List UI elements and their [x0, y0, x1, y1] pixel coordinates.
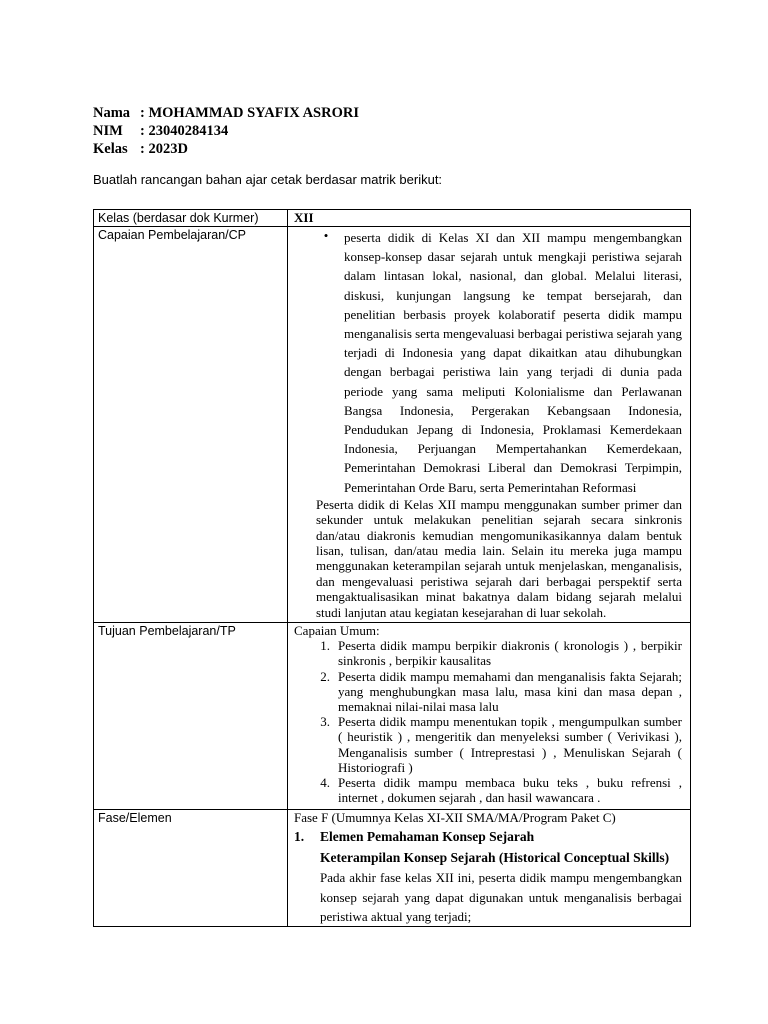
kelas-row [93, 140, 359, 158]
nim-label: NIM [93, 123, 123, 139]
fase-content-cell [288, 810, 691, 927]
nim-row [93, 122, 359, 140]
tp-item-text: Peserta didik mampu memahami dan menganalisis fakta Sejarah; yang menghubungkan masa lalu, masa kini dan masa depan , memaknai nilai-nilai masa lalu [338, 668, 682, 714]
tp-title: Capaian Umum: [294, 623, 380, 639]
tp-list-item [294, 775, 682, 805]
tp-item-number: 2. [320, 668, 330, 684]
tp-label-cell: Tujuan Pembelajaran/TP [94, 623, 288, 810]
row-cp [94, 227, 691, 623]
kelas-value: : 2023D [140, 141, 188, 157]
skills-title: Keterampilan Konsep Sejarah (Historical Conceptual Skills) [320, 850, 670, 866]
tp-item-number: 3. [320, 714, 330, 730]
student-header [93, 104, 359, 158]
tp-item-text: Peserta didik mampu membaca buku teks , buku refrensi , internet , dokumen sejarah , dan hasil wawancara . [338, 774, 682, 806]
row-tp [94, 623, 691, 810]
cp-paragraph: Peserta didik di Kelas XII mampu menggunakan sumber primer dan sekunder untuk melakukan penelitian sejarah secara sinkronis dan/atau diakronis kemudian mengomunikasikannya dalam bentuk lisan, tulisan, dan/atau media lain. Selain itu mereka juga mampu menggunakan keterampilan sejarah untuk menjelaskan, menganalisis, dan mengevaluasi peristiwa sejarah dari berbagai perspektif serta mengaktualisasikan minat bakatnya dalam bidang sejarah melalui studi lanjutan atau kegiatan kesejarahan di luar sekolah. [316, 496, 682, 620]
tp-content-cell [288, 623, 691, 810]
cp-content-cell [288, 227, 691, 623]
kelas-label-cell: Kelas (berdasar dok Kurmer) [94, 210, 288, 227]
row-fase [94, 810, 691, 927]
tp-list [294, 638, 686, 809]
cp-bullet-item [294, 227, 686, 497]
kelas-label: Kelas [93, 141, 128, 157]
elemen-heading [294, 826, 686, 848]
tp-item-text: Peserta didik mampu menentukan topik , mengumpulkan sumber ( heuristik ) , mengeritik dan menyeleksi sumber ( Verivikasi ), Menganalisis sumber ( Intreprestasi ) , Menuliskan Sejarah ( Historiografi ) [338, 714, 682, 775]
tp-list-item [294, 638, 682, 668]
fase-line: Fase F (Umumnya Kelas XI-XII SMA/MA/Program Paket C) [294, 810, 616, 826]
row-kelas [94, 210, 691, 227]
tp-list-item [294, 669, 682, 715]
nim-value: : 23040284134 [140, 123, 229, 139]
tp-item-text: Peserta didik mampu berpikir diakronis ( kronologis ) , berpikir sinkronis , berpikir kausalitas [338, 638, 682, 669]
elemen-number: 1. [294, 829, 305, 845]
nama-row [93, 104, 359, 122]
bullet-icon: • [323, 228, 329, 243]
cp-bullet-text: peserta didik di Kelas XI dan XII mampu mengembangkan konsep-konsep dasar sejarah untuk mengkaji peristiwa sejarah dalam lintasan lokal, nasional, dan global. Melalui literasi, diskusi, kunjungan langsung ke tempat bersejarah, dan penelitian berbasis proyek kolaboratif peserta didik mampu menganalisis serta mengevaluasi berbagai peristiwa sejarah yang terjadi di Indonesia yang dapat dikaitkan atau dihubungkan dengan berbagai peristiwa lain yang terjadi di dunia pada periode yang sama meliputi Kolonialisme dan Perlawanan Bangsa Indonesia, Pergerakan Kebangsaan Indonesia, Pendudukan Jepang di Indonesia, Proklamasi Kemerdekaan Indonesia, Perjuangan Mempertahankan Kemerdekaan, Pemerintahan Demokrasi Liberal dan Demokrasi Terpimpin, Pemerintahan Orde Baru, serta Pemerintahan Reformasi [344, 230, 682, 495]
nama-value: : MOHAMMAD SYAFIX ASRORI [140, 105, 359, 121]
matrix-table [93, 209, 691, 927]
fase-paragraph: Pada akhir fase kelas XII ini, peserta didik mampu mengembangkan konsep sejarah yang dapat digunakan untuk menganalisis berbagai peristiwa aktual yang terjadi; [320, 870, 682, 925]
elemen-title: Elemen Pemahaman Konsep Sejarah [320, 829, 535, 845]
fase-label-cell: Fase/Elemen [94, 810, 288, 927]
nama-label: Nama [93, 105, 131, 121]
tp-item-number: 4. [320, 774, 330, 790]
instruction-text: Buatlah rancangan bahan ajar cetak berdasar matrik berikut: [93, 172, 443, 187]
kelas-value-cell: XII [288, 210, 691, 227]
tp-item-number: 1. [320, 638, 330, 654]
cp-label-cell: Capaian Pembelajaran/CP [94, 227, 288, 623]
tp-list-item [294, 714, 682, 775]
